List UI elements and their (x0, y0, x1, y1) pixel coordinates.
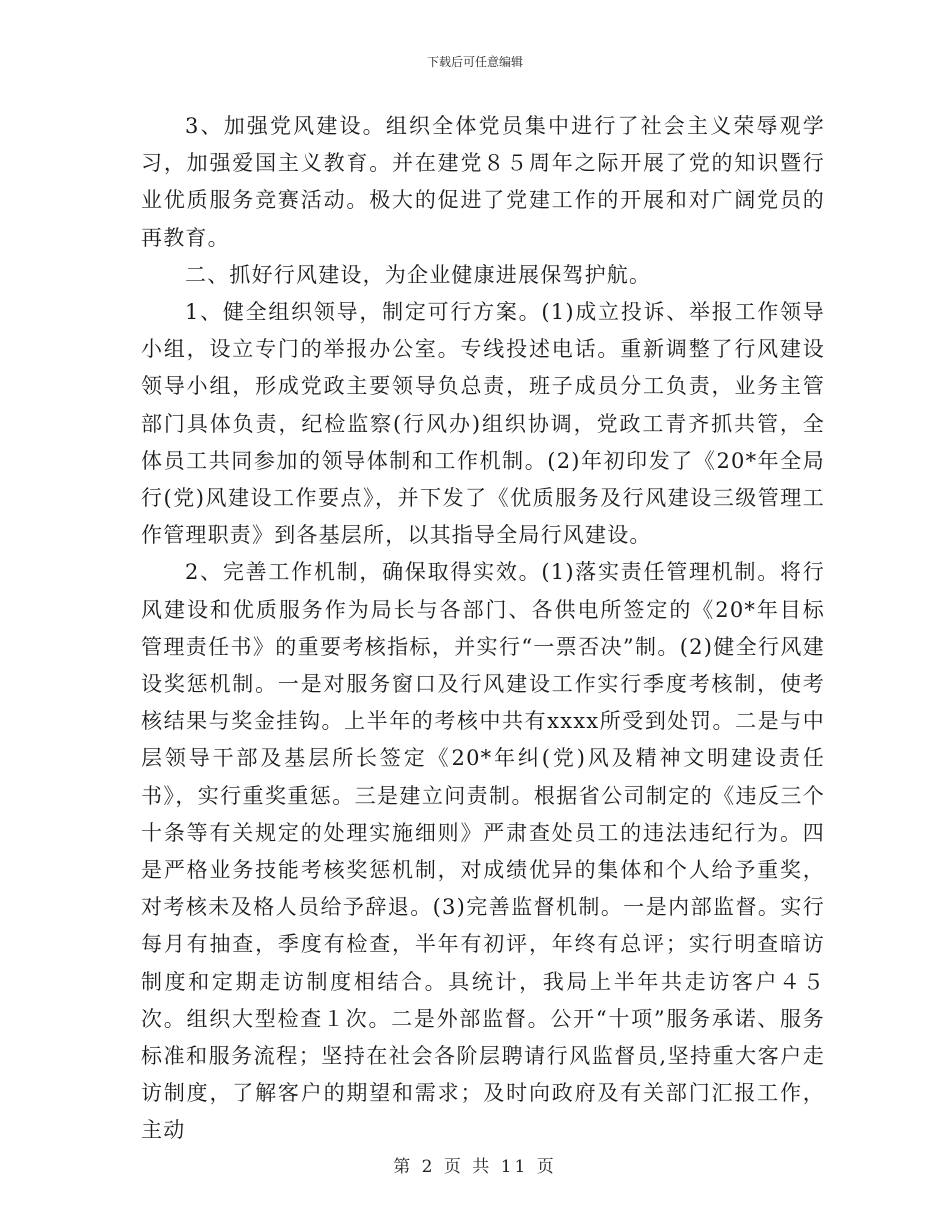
section-heading-industry-style: 二、抓好行风建设，为企业健康进展保驾护航。 (185, 262, 652, 287)
page-number-footer: 第 2 页 共 11 页 (393, 1157, 557, 1177)
document-body (141, 108, 825, 1150)
paragraph-party-style: 3、加强党风建设。组织全体党员集中进行了社会主义荣辱观学习，加强爱国主义教育。并在建党８５周年之际开展了党的知识暨行业优质服务竞赛活动。极大的促进了党建工作的开展和对广阔党员的再教育。 (141, 114, 825, 250)
page-header-note: 下载后可任意编辑 (426, 55, 523, 69)
paragraph-work-mechanism: 2、完善工作机制，确保取得实效。(1)落实责任管理机制。将行风建设和优质服务作为局长与各部门、各供电所签定的《20*年目标管理责任书》的重要考核指标，并实行“一票否决”制。(2)健全行风建设奖惩机制。一是对服务窗口及行风建设工作实行季度考核制，使考核结果与奖金挂钩。上半年的考核中共有xxxx所受到处罚。二是与中层领导干部及基层所长签定《20*年纠(党)风及精神文明建设责任书》，实行重奖重惩。三是建立问责制。根据省公司制定的《违反三个十条等有关规定的处理实施细则》严肃查处员工的违法违纪行为。四是严格业务技能考核奖惩机制，对成绩优异的集体和个人给予重奖，对考核未及格人员给予辞退。(3)完善监督机制。一是内部监督。实行每月有抽查，季度有检查，半年有初评，年终有总评；实行明查暗访制度和定期走访制度相结合。具统计，我局上半年共走访客户４５次。组织大型检查１次。二是外部监督。公开“十项”服务承诺、服务标准和服务流程；坚持在社会各阶层聘请行风监督员,坚持重大客户走访制度，了解客户的期望和需求；及时向政府及有关部门汇报工作，主动 (141, 560, 825, 1143)
paragraph-organization-leadership: 1、健全组织领导，制定可行方案。(1)成立投诉、举报工作领导小组，设立专门的举报办公室。专线投述电话。重新调整了行风建设领导小组，形成党政主要领导负总责，班子成员分工负责，业务主管部门具体负责，纪检监察(行风办)组织协调，党政工青齐抓共管，全体员工共同参加的领导体制和工作机制。(2)年初印发了《20*年全局行(党)风建设工作要点》，并下发了《优质服务及行风建设三级管理工作管理职责》到各基层所，以其指导全局行风建设。 (141, 300, 825, 548)
